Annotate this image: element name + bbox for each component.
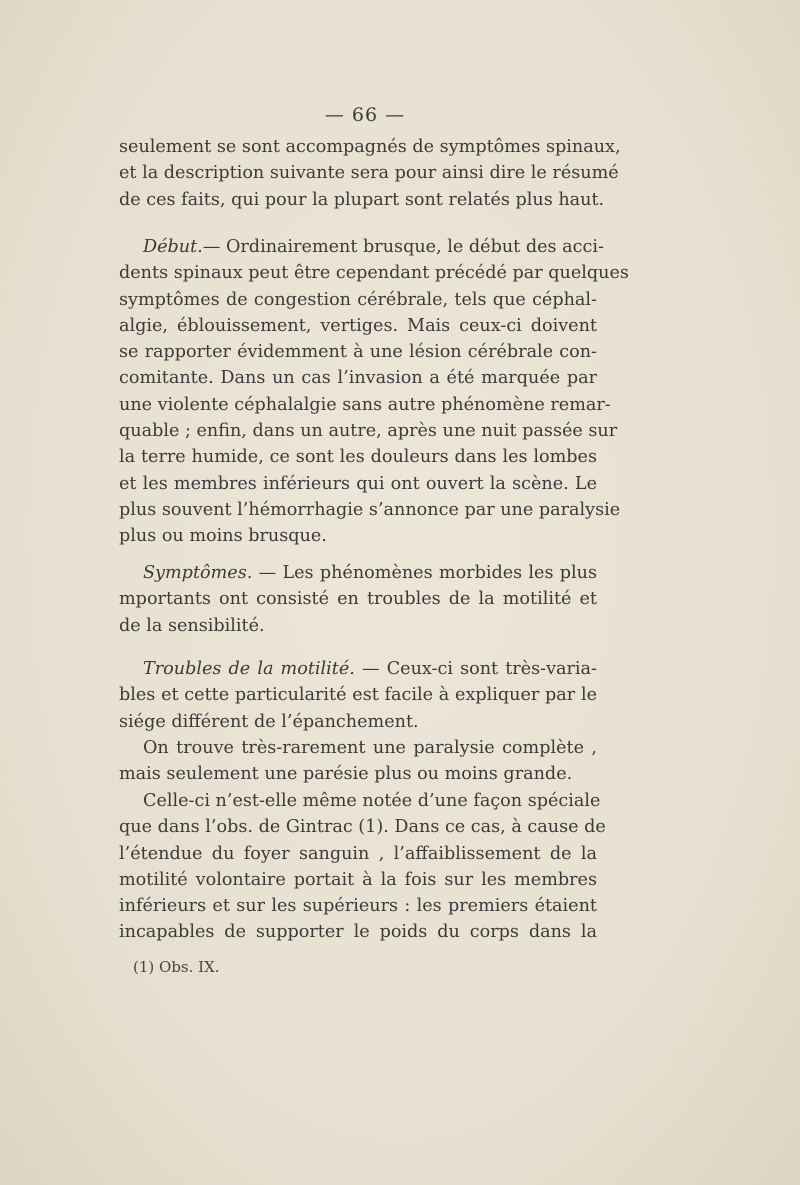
text-line: motilité volontaire portait à la fois sur les membres: [119, 869, 597, 890]
text-line: symptômes de congestion cérébrale, tels que céphal-: [119, 289, 597, 310]
text-line: incapables de supporter le poids du corps dans la: [119, 922, 597, 943]
text-line: bles et cette particularité est facile à expliquer par le: [119, 685, 597, 706]
text-line: de ces faits, qui pour la plupart sont relatés plus haut.: [119, 189, 605, 210]
text-line: la terre humide, ce sont les douleurs dans les lombes: [119, 447, 597, 468]
text-fragment: — Ordinairement brusque, le début des acci-: [202, 237, 604, 257]
text-line: mais seulement une parésie plus ou moins grande.: [119, 764, 573, 785]
paragraph-symptomes: [119, 560, 597, 639]
section-heading-symptomes: Symptômes.: [143, 563, 253, 583]
text-line: seulement se sont accompagnés de symptômes spinaux,: [119, 137, 621, 157]
paragraph-paralysie: [119, 735, 597, 788]
text-line: On trouve très-rarement une paralysie complète ,: [143, 738, 597, 758]
paragraph-gintrac: [119, 788, 606, 946]
text-line: plus ou moins brusque.: [119, 526, 327, 547]
section-heading-debut: Début.: [143, 237, 203, 257]
paragraph-debut: [119, 234, 629, 550]
text-line: algie, éblouissement, vertiges. Mais ceux-ci doivent: [119, 315, 597, 336]
text-line: quable ; enfin, dans un autre, après une nuit passée sur: [119, 421, 618, 442]
text-line: dents spinaux peut être cependant précédé par quelques: [119, 263, 629, 284]
text-line: [119, 234, 604, 260]
text-line: [119, 656, 597, 682]
page-number: — 66 —: [324, 104, 406, 126]
text-line: mportants ont consisté en troubles de la motilité et: [119, 589, 597, 610]
footnote: (1) Obs. IX.: [133, 958, 220, 976]
text-line: l’étendue du foyer sanguin , l’affaiblissement de la: [119, 843, 597, 864]
paragraph-intro: [119, 134, 621, 213]
section-heading-troubles: Troubles de la motilité.: [143, 659, 355, 679]
text-line: Celle-ci n’est-elle même notée d’une façon spéciale: [143, 791, 601, 811]
paragraph-troubles-motilite: [119, 656, 597, 735]
text-line: une violente céphalalgie sans autre phénomène remar-: [119, 394, 611, 415]
text-line: de la sensibilité.: [119, 615, 265, 636]
text-line: et les membres inférieurs qui ont ouvert la scène. Le: [119, 473, 597, 494]
text-line: et la description suivante sera pour ainsi dire le résumé: [119, 163, 619, 184]
text-line: siége différent de l’épanchement.: [119, 711, 419, 732]
text-line: comitante. Dans un cas l’invasion a été marquée par: [119, 368, 597, 389]
text-fragment: — Ceux-ci sont très-varia-: [362, 659, 597, 679]
text-line: plus souvent l’hémorrhagie s’annonce par une paralysie: [119, 499, 621, 520]
text-line: que dans l’obs. de Gintrac (1). Dans ce cas, à cause de: [119, 817, 606, 838]
text-line: se rapporter évidemment à une lésion cérébrale con-: [119, 342, 597, 363]
text-line: [119, 560, 597, 586]
text-line: inférieurs et sur les supérieurs : les premiers étaient: [119, 896, 597, 917]
text-fragment: — Les phénomènes morbides les plus: [258, 563, 597, 583]
